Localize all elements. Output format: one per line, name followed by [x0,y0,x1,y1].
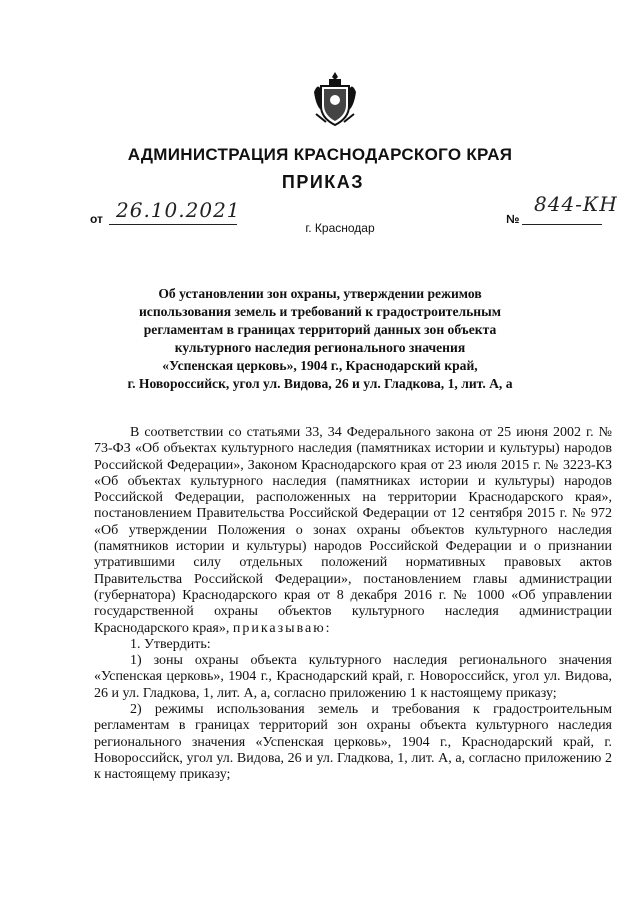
number-prefix: № [506,212,520,226]
item-1-1: 1) зоны охраны объекта культурного наследия регионального значения «Успенская церковь», 1904 г., Краснодарский край, г. Новороссийск, угол ул. Видова, 26 и ул. Гладкова, 1, лит. А, а, согласно приложению 1 к настоящему приказу; [94,653,612,701]
title-line: «Успенская церковь», 1904 г., Краснодарский край, [162,358,478,373]
coat-of-arms-emblem [312,70,358,128]
preamble-text: В соответствии со статьями 33, 34 Федерального закона от 25 июня 2002 г. № 73-ФЗ «Об объектах культурного наследия (памятниках истории и культуры) народов Российской Федерации», Законом Краснодарского края от 23 июля 2015 г. № 3223-КЗ «Об объектах культурного наследия (памятниках истории и культуры) народов Российской Федерации, расположенных на территории Краснодарского края», постановлением Правительства Российской Федерации от 12 сентября 2015 г. № 972 «Об утверждении Положения о зонах охраны объектов культурного наследия (памятников истории и культуры) народов Российской Федерации и о признании утратившими силу отдельных положений нормативных правовых актов Правительства Российской Федерации», постановлением главы администрации (губернатора) Краснодарского края от 8 декабря 2016 г. № 1000 «Об управлении государственной охраны объектов культурного наследия администрации Краснодарского края», [94,425,612,636]
organization-name: АДМИНИСТРАЦИЯ КРАСНОДАРСКОГО КРАЯ [127,145,513,164]
document-type: ПРИКАЗ [281,172,365,192]
title-line: г. Новороссийск, угол ул. Видова, 26 и ул. Гладкова, 1, лит. А, а [127,376,513,391]
title-line: Об установлении зон охраны, утверждении режимов [158,286,482,301]
item-1: 1. Утвердить: [130,636,211,652]
document-body [94,425,612,784]
date-handwritten: 26.10.2021 [116,198,241,222]
item-1-2: 2) режимы использования земель и требования к градостроительным регламентам в границах территорий зон охраны объекта культурного наследия регионального значения «Успенская церковь», 1904 г., Краснодарский край, г. Новороссийск, угол ул. Видова, 26 и ул. Гладкова, 1, лит. А, а, согласно приложению 2 к настоящему приказу; [94,702,612,783]
title-line: использования земель и требований к градостроительным [138,304,502,319]
number-handwritten: 844-КН [534,192,618,216]
title-line: культурного наследия регионального значения [174,340,466,355]
document-title [110,285,530,393]
preamble-paragraph [94,425,612,637]
city-name: г. Краснодар [305,221,375,235]
title-line: регламентам в границах территорий данных зон объекта [143,322,497,337]
order-word: приказываю: [232,620,332,636]
date-prefix: от [90,212,103,226]
